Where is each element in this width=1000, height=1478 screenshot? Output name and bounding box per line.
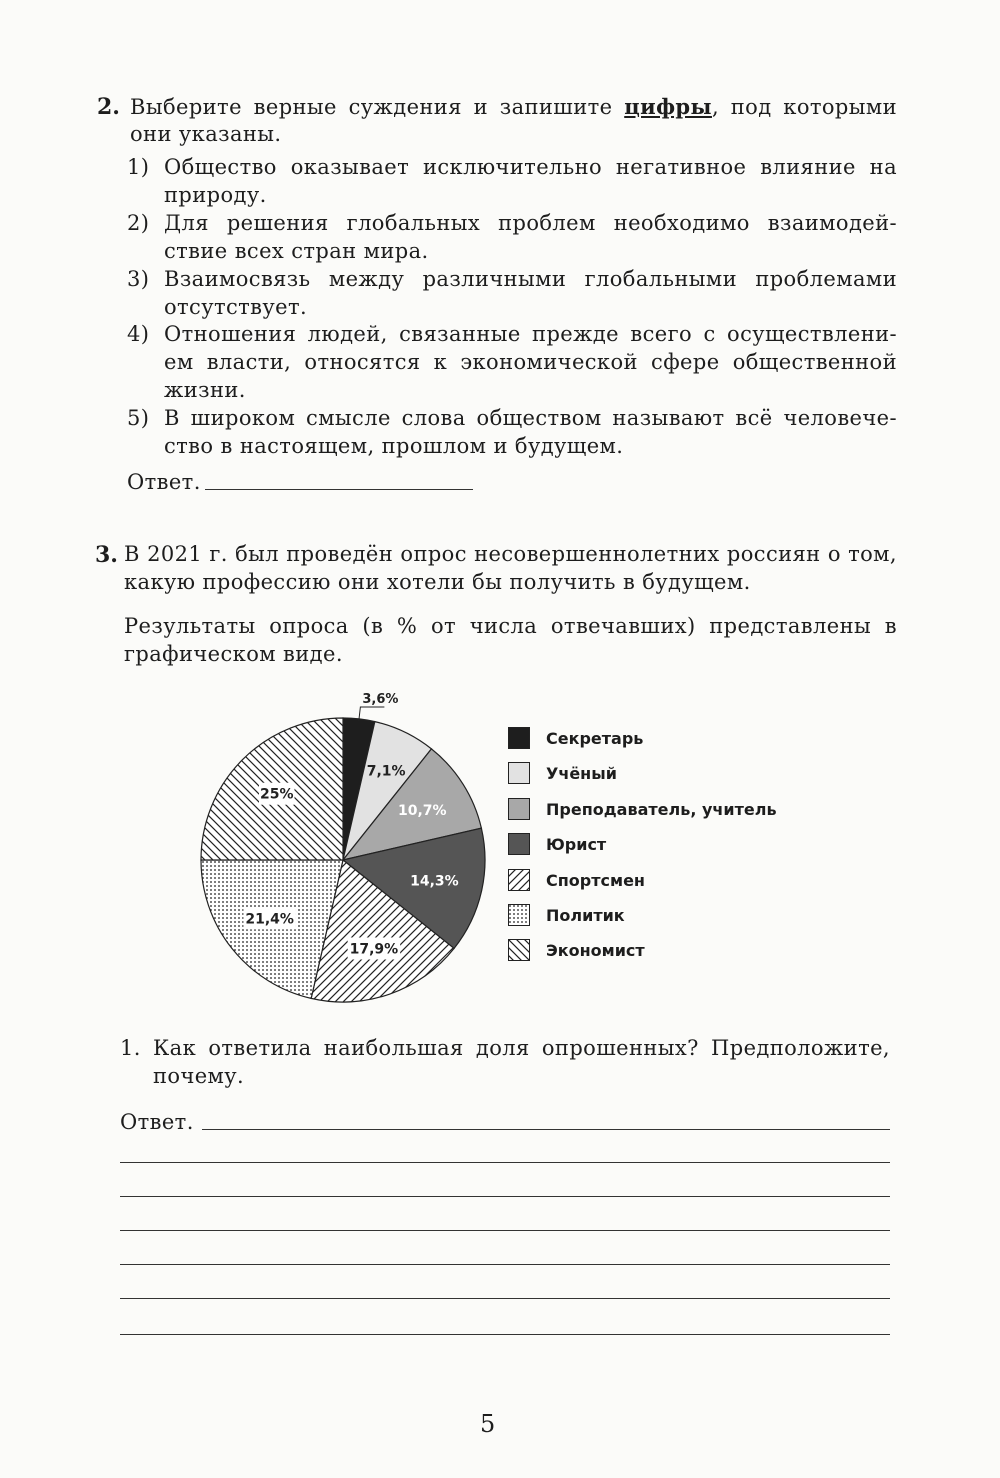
answer-line[interactable] — [120, 1264, 890, 1265]
task2-option-number: 4) — [127, 322, 150, 346]
legend-swatch — [508, 939, 530, 961]
legend-swatch — [508, 904, 530, 926]
task2-option-2-line2: ствие всех стран мира. — [164, 239, 429, 263]
task3-intro-line1: В 2021 г. был проведён опрос несовершеннолетних россиян о том, — [124, 542, 897, 566]
task3-question-line2: почему. — [153, 1064, 245, 1088]
task2-option-2-line1: Для решения глобальных проблем необходимо взаимодей- — [164, 211, 897, 235]
legend-label: Секретарь — [546, 728, 644, 748]
answer-line[interactable] — [120, 1230, 890, 1231]
legend-item-politician — [508, 904, 625, 926]
legend-label: Экономист — [546, 940, 645, 960]
task2-option-4-line3: жизни. — [164, 378, 246, 402]
legend-swatch — [508, 798, 530, 820]
task3-results-line1: Результаты опроса (в % от числа отвечавших) представлены в — [124, 614, 897, 638]
legend-label: Преподаватель, учитель — [546, 799, 777, 819]
emphasis-digits: цифры — [624, 94, 712, 119]
page-number: 5 — [480, 1410, 496, 1438]
task3-question-number: 1. — [120, 1036, 141, 1060]
task3-number: 3. — [95, 542, 118, 568]
legend-item-scientist — [508, 762, 617, 784]
answer-line[interactable] — [120, 1162, 890, 1163]
answer-line[interactable] — [120, 1298, 890, 1299]
task2-option-1-line1: Общество оказывает исключительно негативное влияние на — [164, 155, 897, 179]
legend-swatch — [508, 869, 530, 891]
slice-label-5: 17,9% — [349, 941, 399, 958]
legend-swatch — [508, 833, 530, 855]
slice-label-3: 10,7% — [397, 803, 447, 820]
legend-label: Спортсмен — [546, 870, 645, 890]
task2-option-4-line2: ем власти, относятся к экономической сфере общественной — [164, 350, 897, 374]
legend-swatch — [508, 727, 530, 749]
task2-option-number: 5) — [127, 406, 150, 430]
legend-item-teacher — [508, 798, 777, 820]
task2-option-number: 2) — [127, 211, 150, 235]
answer-line[interactable] — [202, 1129, 890, 1130]
task3-intro-line2: какую профессию они хотели бы получить в будущем. — [124, 570, 751, 594]
legend-item-secretary — [508, 727, 643, 749]
answer-line[interactable] — [120, 1334, 890, 1335]
slice-label-4: 14,3% — [410, 873, 459, 890]
task2-option-1-line2: природу. — [164, 183, 267, 207]
task3-results-line2: графическом виде. — [124, 642, 343, 666]
task2-option-4-line1: Отношения людей, связанные прежде всего с осуществлени- — [164, 322, 897, 346]
slice-label-7: 25% — [259, 786, 294, 803]
legend-swatch — [508, 762, 530, 784]
legend-item-athlete — [508, 869, 645, 891]
answer-line[interactable] — [120, 1196, 890, 1197]
task2-option-number: 3) — [127, 267, 150, 291]
legend-label: Политик — [546, 905, 625, 925]
task2-option-3-line1: Взаимосвязь между различными глобальными проблемами — [164, 267, 897, 291]
task2-number: 2. — [97, 94, 120, 120]
task2-answer-label: Ответ. — [127, 470, 201, 494]
legend-label: Учёный — [546, 763, 617, 783]
task2-intro-line2: они указаны. — [130, 122, 282, 146]
pie-chart — [185, 680, 505, 1020]
legend-item-economist — [508, 939, 645, 961]
slice-label-6: 21,4% — [245, 911, 294, 928]
task3-answer-label: Ответ. — [120, 1110, 194, 1134]
task2-intro-line1: Выберите верные суждения и запишите цифры, под которыми — [130, 94, 898, 119]
task3-question-line1: Как ответила наибольшая доля опрошенных? Предположите, — [153, 1036, 890, 1060]
slice-label-1: 3,6% — [362, 691, 399, 707]
task2-option-5-line1: В широком смысле слова обществом называют всё человече- — [164, 406, 897, 430]
chart-legend — [508, 727, 808, 977]
task2-option-number: 1) — [127, 155, 150, 179]
task2-answer-line[interactable] — [205, 489, 473, 490]
task2-option-5-line2: ство в настоящем, прошлом и будущем. — [164, 434, 624, 458]
legend-item-lawyer — [508, 833, 606, 855]
legend-label: Юрист — [546, 834, 607, 854]
task2-option-3-line2: отсутствует. — [164, 295, 308, 319]
slice-label-2: 7,1% — [366, 763, 406, 780]
